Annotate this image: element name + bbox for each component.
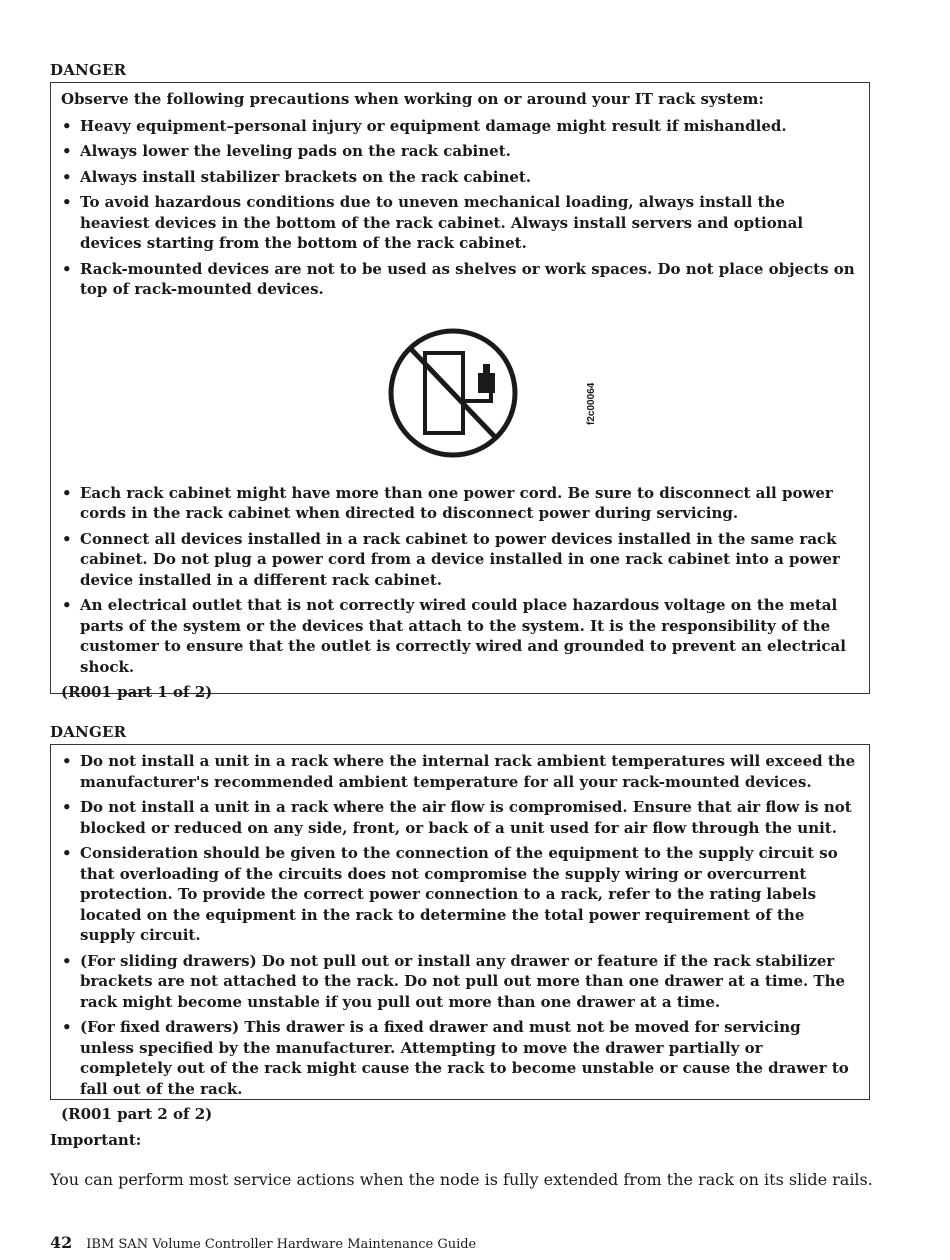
precaution-list-1 — [61, 116, 859, 300]
list-item: • Do not install a unit in a rack where the internal rack ambient temperatures will exceed the manufacturer's recommended ambient temperature for all your rack-mounted devices. — [61, 751, 859, 792]
precaution-list-3 — [61, 751, 859, 1099]
part-reference-2: (R001 part 2 of 2) — [61, 1105, 213, 1123]
precaution-list-2 — [61, 483, 859, 678]
list-item: • Always install stabilizer brackets on the rack cabinet. — [61, 167, 859, 188]
list-item: • Rack-mounted devices are not to be used as shelves or work spaces. Do not place objects on top of rack-mounted devices. — [61, 259, 859, 300]
list-item: • Connect all devices installed in a rack cabinet to power devices installed in the same rack cabinet. Do not plug a power cord from a device installed in one rack cabinet into a power device installed in a different rack cabinet. — [61, 529, 859, 591]
list-item: • Each rack cabinet might have more than one power cord. Be sure to disconnect all power cords in the rack cabinet when directed to disconnect power during servicing. — [61, 483, 859, 524]
danger-box-1 — [50, 82, 870, 701]
page-number: 42 — [50, 1233, 73, 1252]
page-footer — [50, 1233, 476, 1252]
danger-heading-2: DANGER — [50, 723, 127, 741]
important-label: Important: — [50, 1131, 142, 1149]
part-reference-1: (R001 part 1 of 2) — [61, 683, 213, 701]
figure-id-label: f2c00064 — [586, 382, 597, 425]
list-item: • To avoid hazardous conditions due to uneven mechanical loading, always install the heaviest devices in the bottom of the rack cabinet. Always install servers and optional devices starting from the bottom of the rack cabinet. — [61, 192, 859, 254]
danger-heading-1: DANGER — [50, 61, 127, 79]
list-item: • (For fixed drawers) This drawer is a fixed drawer and must not be moved for servicing unless specified by the manufacturer. Attempting to move the drawer partially or completely out of the rack might cause the rack to become unstable or cause the drawer to fall out of the rack. — [61, 1017, 859, 1099]
list-item: • Heavy equipment–personal injury or equipment damage might result if mishandled. — [61, 116, 859, 137]
no-objects-on-rack-icon — [389, 329, 597, 469]
document-title: IBM SAN Volume Controller Hardware Maintenance Guide — [86, 1237, 477, 1252]
list-item: • Do not install a unit in a rack where the air flow is compromised. Ensure that air flow is not blocked or reduced on any side, front, or back of a unit used for air flow through the unit. — [61, 797, 859, 838]
list-item: • An electrical outlet that is not correctly wired could place hazardous voltage on the metal parts of the system or the devices that attach to the system. It is the responsibility of the customer to ensure that the outlet is correctly wired and grounded to prevent an electrical shock. — [61, 595, 859, 677]
safety-figure — [61, 305, 859, 483]
list-item: • Consideration should be given to the connection of the equipment to the supply circuit so that overloading of the circuits does not compromise the supply wiring or overcurrent protection. To provide the correct power connection to a rack, refer to the rating labels located on the equipment in the rack to determine the total power requirement of the supply circuit. — [61, 843, 859, 946]
important-text: You can perform most service actions when the node is fully extended from the rack on its slide rails. — [50, 1170, 873, 1189]
danger-intro: Observe the following precautions when working on or around your IT rack system: — [61, 90, 764, 108]
list-item: • Always lower the leveling pads on the rack cabinet. — [61, 141, 859, 162]
danger-box-2 — [50, 744, 870, 1123]
list-item: • (For sliding drawers) Do not pull out or install any drawer or feature if the rack stabilizer brackets are not attached to the rack. Do not pull out more than one drawer at a time. The rack might become unstable if you pull out more than one drawer at a time. — [61, 951, 859, 1013]
